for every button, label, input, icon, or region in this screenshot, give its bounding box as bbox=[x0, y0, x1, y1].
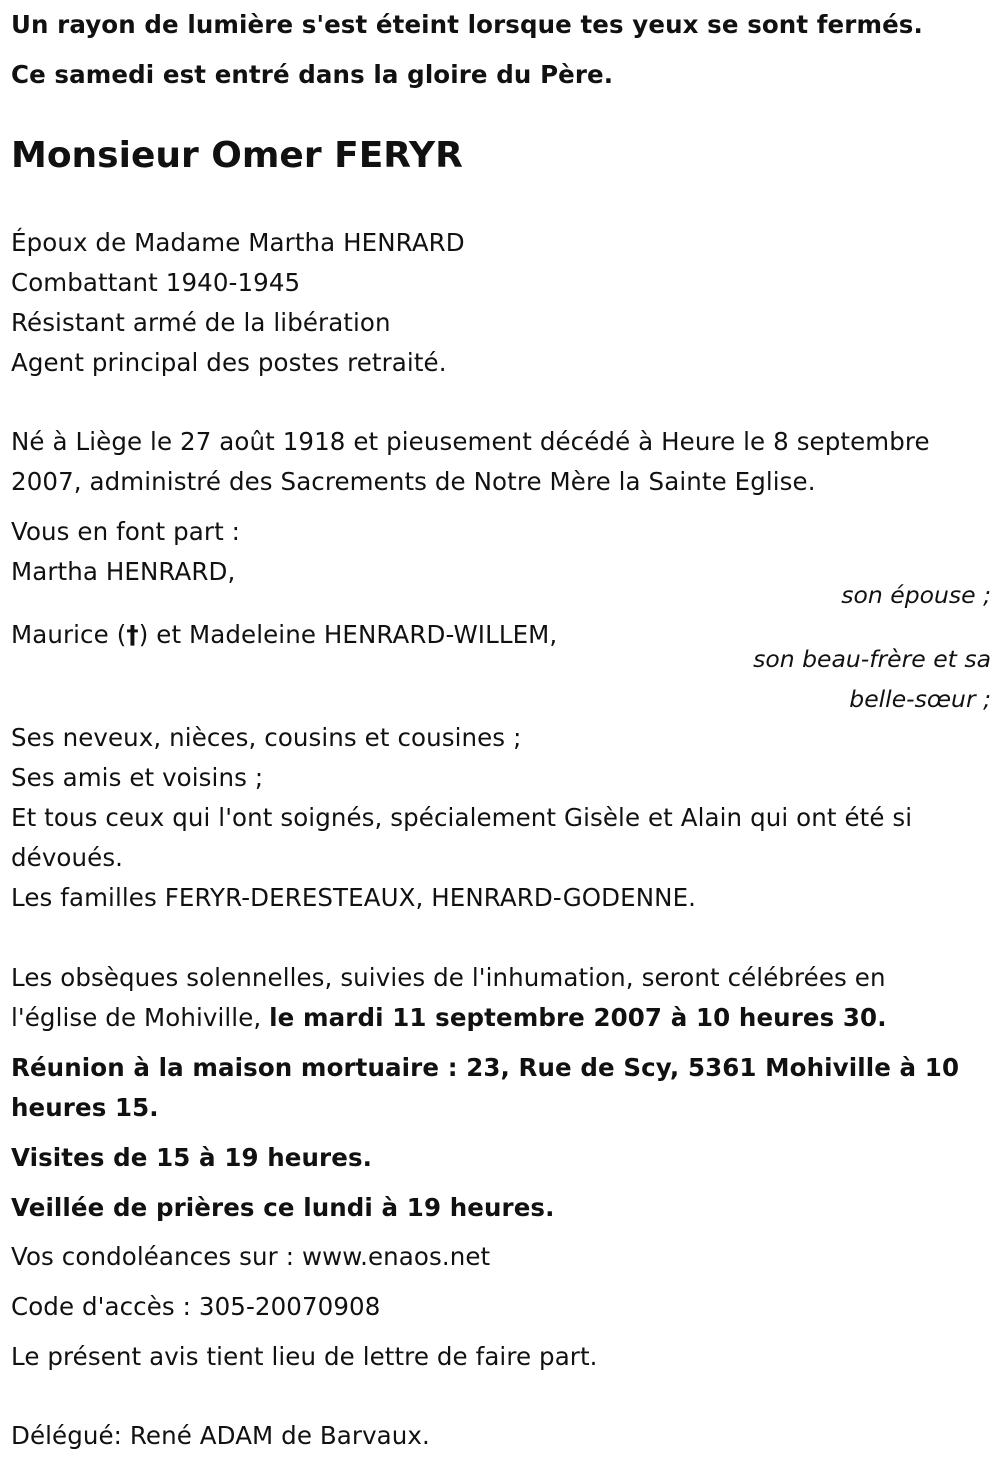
header-line-2: Ce samedi est entré dans la gloire du Père. bbox=[11, 60, 614, 89]
funeral-line-1: Les obsèques solennelles, suivies de l'inhumation, seront célébrées en bbox=[11, 963, 886, 992]
meeting-line-2: heures 15. bbox=[11, 1093, 159, 1122]
funeral-date: le mardi 11 septembre 2007 à 10 heures 30. bbox=[269, 1003, 887, 1032]
family-line: Ses amis et voisins ; bbox=[11, 763, 264, 792]
header-line-1: Un rayon de lumière s'est éteint lorsque tes yeux se sont fermés. bbox=[11, 10, 923, 39]
title-line: Résistant armé de la libération bbox=[11, 308, 391, 337]
inlaws-name-suffix: ) et Madeleine HENRARD-WILLEM, bbox=[138, 620, 558, 649]
spouse-relation: son épouse ; bbox=[841, 581, 991, 609]
inlaws-name-prefix: Maurice ( bbox=[11, 620, 127, 649]
title-line: Combattant 1940-1945 bbox=[11, 268, 301, 297]
condolences: Vos condoléances sur : www.enaos.net bbox=[11, 1242, 491, 1271]
visits: Visites de 15 à 19 heures. bbox=[11, 1143, 373, 1172]
family-line: Et tous ceux qui l'ont soignés, spécialement Gisèle et Alain qui ont été si bbox=[11, 803, 913, 832]
spouse-name: Martha HENRARD, bbox=[11, 557, 236, 586]
access-code: Code d'accès : 305-20070908 bbox=[11, 1292, 381, 1321]
title-line: Époux de Madame Martha HENRARD bbox=[11, 228, 465, 257]
inlaws-relation-line-1: son beau-frère et sa bbox=[753, 645, 991, 673]
inlaws-relation-line-2: belle-sœur ; bbox=[849, 685, 991, 713]
deceased-name: Monsieur Omer FERYR bbox=[11, 135, 463, 176]
family-line: dévoués. bbox=[11, 843, 124, 872]
funeral-church: l'église de Mohiville, bbox=[11, 1003, 270, 1032]
birth-death-line-2: 2007, administré des Sacrements de Notre Mère la Sainte Eglise. bbox=[11, 467, 816, 496]
title-line: Agent principal des postes retraité. bbox=[11, 348, 447, 377]
birth-death-line-1: Né à Liège le 27 août 1918 et pieusement décédé à Heure le 8 septembre bbox=[11, 427, 930, 456]
notice: Le présent avis tient lieu de lettre de faire part. bbox=[11, 1342, 598, 1371]
delegate: Délégué: René ADAM de Barvaux. bbox=[11, 1421, 430, 1450]
family-line: Les familles FERYR-DERESTEAUX, HENRARD-GODENNE. bbox=[11, 883, 697, 912]
funeral-line-2 bbox=[11, 1003, 887, 1033]
cross-icon: † bbox=[126, 620, 139, 649]
inlaws-name bbox=[11, 620, 557, 650]
meeting-line-1: Réunion à la maison mortuaire : 23, Rue de Scy, 5361 Mohiville à 10 bbox=[11, 1053, 960, 1082]
family-line: Ses neveux, nièces, cousins et cousines ; bbox=[11, 723, 522, 752]
vigil: Veillée de prières ce lundi à 19 heures. bbox=[11, 1193, 555, 1222]
announcement-intro: Vous en font part : bbox=[11, 517, 241, 546]
